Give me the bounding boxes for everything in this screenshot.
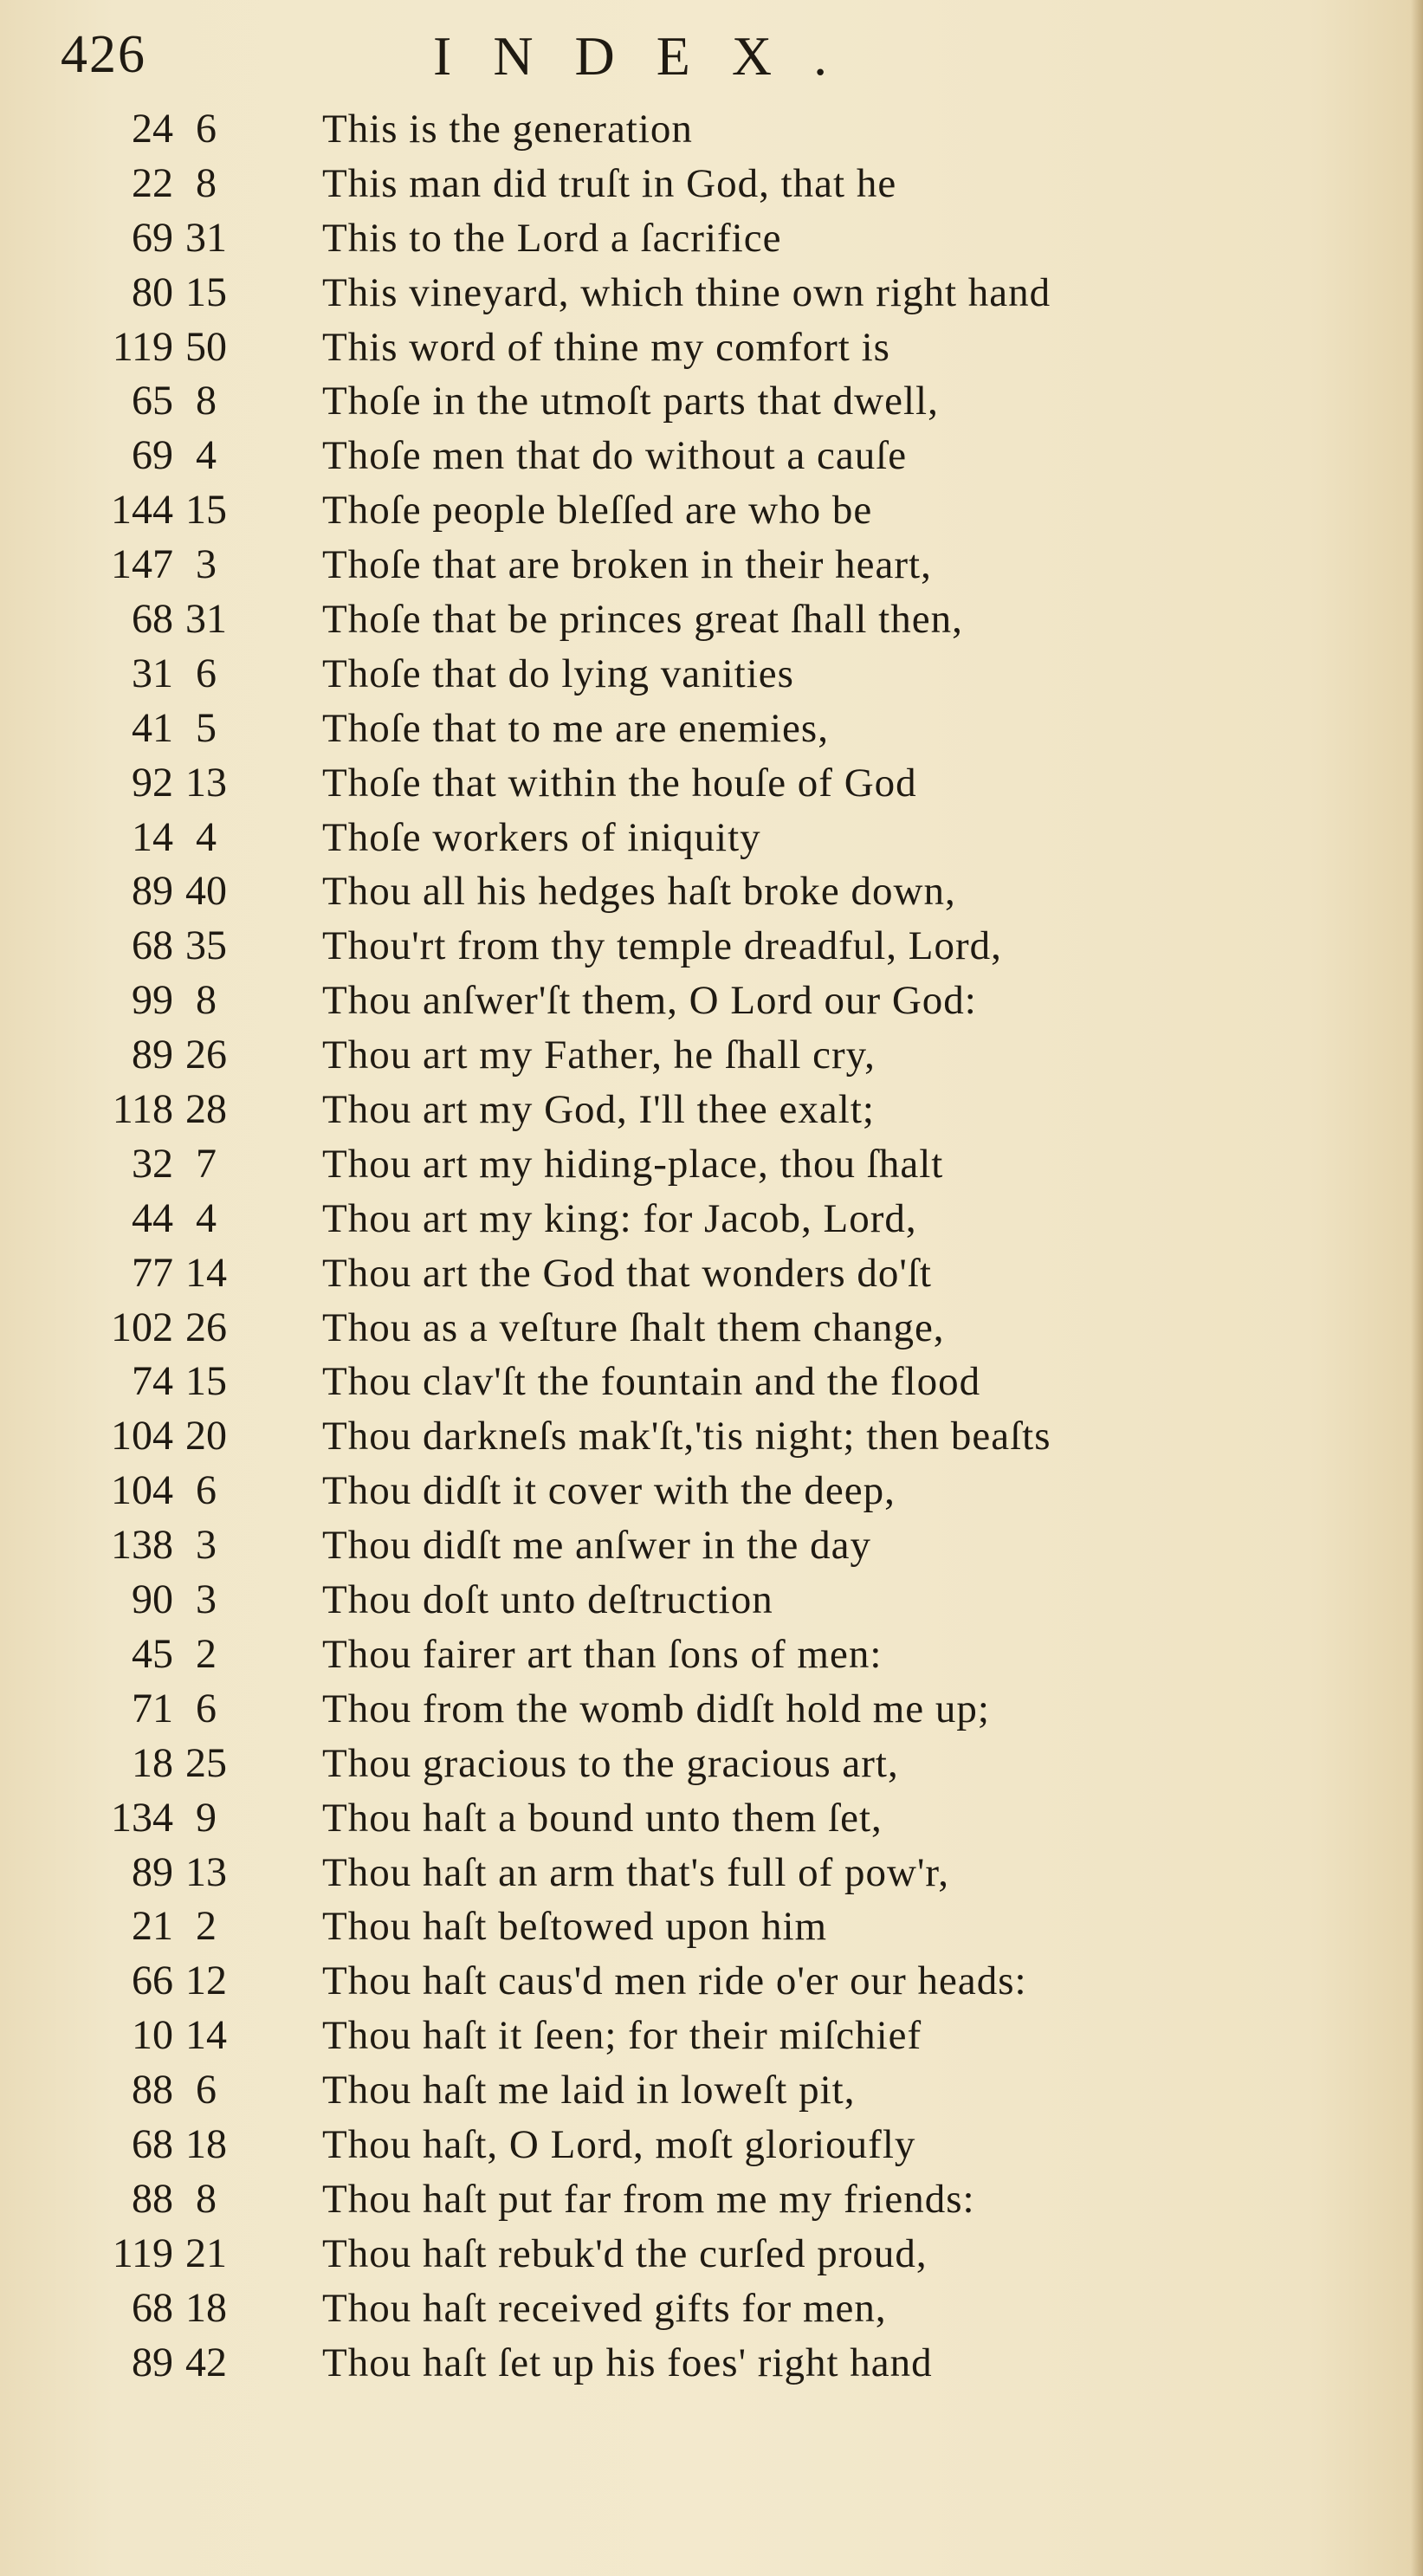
psalm-number: 118 [112, 1086, 173, 1133]
verse-number: 13 [185, 1848, 227, 1895]
verse-number: 9 [196, 1794, 217, 1841]
first-line-text: Thou haſt me laid in loweſt pit, [322, 2068, 856, 2113]
index-entry [0, 1083, 1423, 1137]
psalm-number: 32 [132, 1140, 173, 1187]
index-entry [0, 647, 1423, 702]
psalm-number: 89 [132, 1032, 173, 1078]
first-line-text: Thou darkneſs mak'ſt,'tis night; then beaſts [322, 1414, 1051, 1460]
verse-number: 4 [196, 813, 217, 860]
psalm-number: 31 [132, 650, 173, 696]
index-entry [0, 1682, 1423, 1737]
psalm-number: 68 [132, 2120, 173, 2167]
first-line-text: Thou from the womb didſt hold me up; [322, 1686, 990, 1731]
index-entry [0, 157, 1423, 211]
first-line-text: Thou haſt a bound unto them ſet, [322, 1795, 883, 1841]
index-entry [0, 919, 1423, 974]
verse-number: 26 [185, 1032, 227, 1078]
index-entry [0, 429, 1423, 483]
index-entry [0, 211, 1423, 266]
index-entry [0, 864, 1423, 919]
psalm-number: 80 [132, 269, 173, 315]
index-entry [0, 1409, 1423, 1464]
verse-number: 15 [185, 269, 227, 315]
first-line-text: Thou as a veſture ſhalt them change, [322, 1304, 945, 1350]
index-entry [0, 483, 1423, 538]
index-entry [0, 2063, 1423, 2118]
psalm-number: 21 [132, 1903, 173, 1950]
index-entry [0, 1791, 1423, 1846]
index-entry [0, 374, 1423, 429]
psalm-number: 89 [132, 2339, 173, 2385]
verse-number: 12 [185, 1958, 227, 2004]
psalm-number: 44 [132, 1194, 173, 1241]
first-line-text: Thou didſt me anſwer in the day [322, 1523, 872, 1569]
psalm-number: 89 [132, 868, 173, 915]
first-line-text: Thoſe men that do without a cauſe [322, 433, 908, 479]
first-line-text: Thou art my hiding-place, thou ſhalt [322, 1141, 944, 1187]
psalm-number: 104 [111, 1467, 173, 1514]
verse-number: 7 [196, 1140, 217, 1187]
psalm-number: 68 [132, 2284, 173, 2331]
index-entry [0, 1628, 1423, 1682]
verse-number: 31 [185, 214, 227, 261]
index-entry [0, 1573, 1423, 1628]
first-line-text: Thoſe that be princes great ſhall then, [322, 597, 963, 643]
page-number: 426 [61, 25, 146, 84]
psalm-number: 102 [111, 1304, 173, 1350]
first-line-text: Thou haſt an arm that's full of pow'r, [322, 1849, 949, 1895]
index-entry [0, 2282, 1423, 2336]
psalm-number: 138 [111, 1522, 173, 1569]
index-entry [0, 1464, 1423, 1518]
verse-number: 6 [196, 106, 217, 152]
index-entry [0, 1028, 1423, 1083]
index-entry [0, 1355, 1423, 1409]
psalm-number: 24 [132, 106, 173, 152]
first-line-text: This word of thine my comfort is [322, 324, 890, 370]
verse-number: 21 [185, 2230, 227, 2276]
verse-number: 14 [185, 2012, 227, 2059]
first-line-text: Thou haſt received gifts for men, [322, 2285, 887, 2331]
first-line-text: Thoſe workers of iniquity [322, 814, 761, 860]
index-entry [0, 811, 1423, 865]
index-entry [0, 2172, 1423, 2227]
index-entry [0, 1518, 1423, 1573]
index-entry [0, 102, 1423, 157]
index-entry [0, 1737, 1423, 1791]
first-line-text: Thou doſt unto deſtruction [322, 1577, 773, 1623]
verse-number: 3 [196, 541, 217, 588]
first-line-text: Thou clav'ſt the fountain and the flood [322, 1359, 981, 1405]
first-line-text: Thou haſt beſtowed upon him [322, 1904, 828, 1950]
psalm-number: 69 [132, 432, 173, 479]
index-entry [0, 1846, 1423, 1900]
psalm-number: 77 [132, 1249, 173, 1296]
index-entry [0, 702, 1423, 756]
verse-number: 18 [185, 2120, 227, 2167]
verse-number: 8 [196, 378, 217, 424]
first-line-text: This is the generation [322, 107, 693, 152]
page-header [61, 24, 1360, 94]
first-line-text: This man did truſt in God, that he [322, 160, 897, 206]
psalm-number: 147 [111, 541, 173, 588]
psalm-number: 92 [132, 759, 173, 806]
verse-number: 28 [185, 1086, 227, 1133]
page-spine-shadow [1411, 0, 1423, 2576]
index-entry [0, 538, 1423, 592]
psalm-number: 71 [132, 1685, 173, 1731]
psalm-number: 14 [132, 813, 173, 860]
index-entry [0, 1137, 1423, 1192]
first-line-text: Thou haſt, O Lord, moſt glorioufly [322, 2121, 916, 2167]
psalm-number: 74 [132, 1358, 173, 1405]
verse-number: 50 [185, 323, 227, 370]
verse-number: 8 [196, 977, 217, 1024]
first-line-text: Thoſe people bleſſed are who be [322, 488, 873, 534]
first-line-text: Thou art my Father, he ſhall cry, [322, 1032, 876, 1078]
verse-number: 4 [196, 432, 217, 479]
verse-number: 18 [185, 2284, 227, 2331]
verse-number: 4 [196, 1194, 217, 1241]
index-list [0, 102, 1423, 2390]
index-entry [0, 1301, 1423, 1356]
psalm-number: 99 [132, 977, 173, 1024]
verse-number: 35 [185, 922, 227, 969]
psalm-number: 45 [132, 1630, 173, 1677]
first-line-text: Thou anſwer'ſt them, O Lord our God: [322, 978, 977, 1024]
psalm-number: 104 [111, 1413, 173, 1460]
running-title: INDEX. [433, 25, 870, 87]
verse-number: 6 [196, 2067, 217, 2113]
verse-number: 6 [196, 1685, 217, 1731]
index-entry [0, 2009, 1423, 2063]
first-line-text: Thou haſt rebuk'd the curſed proud, [322, 2230, 928, 2276]
first-line-text: Thou art the God that wonders do'ſt [322, 1250, 932, 1296]
first-line-text: Thou haſt caus'd men ride o'er our heads: [322, 1958, 1027, 2004]
first-line-text: Thou didſt it cover with the deep, [322, 1468, 896, 1514]
verse-number: 3 [196, 1576, 217, 1623]
psalm-number: 90 [132, 1576, 173, 1623]
index-entry [0, 1246, 1423, 1301]
first-line-text: Thou art my king: for Jacob, Lord, [322, 1195, 917, 1241]
index-entry [0, 974, 1423, 1028]
index-entry [0, 2118, 1423, 2172]
first-line-text: This to the Lord a ſacrifice [322, 215, 782, 261]
index-entry [0, 266, 1423, 320]
first-line-text: Thou fairer art than ſons of men: [322, 1631, 883, 1677]
first-line-text: Thou haſt it ſeen; for their miſchief [322, 2013, 922, 2059]
psalm-number: 10 [132, 2012, 173, 2059]
verse-number: 15 [185, 1358, 227, 1405]
psalm-number: 68 [132, 922, 173, 969]
first-line-text: Thou'rt from thy temple dreadful, Lord, [322, 923, 1002, 969]
psalm-number: 119 [112, 323, 173, 370]
index-entry [0, 592, 1423, 647]
first-line-text: Thoſe that are broken in their heart, [322, 542, 932, 588]
verse-number: 8 [196, 159, 217, 206]
psalm-number: 22 [132, 159, 173, 206]
verse-number: 6 [196, 650, 217, 696]
psalm-number: 144 [111, 487, 173, 534]
verse-number: 42 [185, 2339, 227, 2385]
psalm-number: 88 [132, 2175, 173, 2222]
verse-number: 13 [185, 759, 227, 806]
psalm-number: 134 [111, 1794, 173, 1841]
verse-number: 6 [196, 1467, 217, 1514]
verse-number: 8 [196, 2175, 217, 2222]
verse-number: 40 [185, 868, 227, 915]
index-entry [0, 1954, 1423, 2009]
first-line-text: Thou haſt ſet up his foes' right hand [322, 2340, 933, 2385]
first-line-text: Thoſe that do lying vanities [322, 650, 794, 696]
verse-number: 2 [196, 1630, 217, 1677]
verse-number: 25 [185, 1739, 227, 1786]
psalm-number: 18 [132, 1739, 173, 1786]
psalm-number: 119 [112, 2230, 173, 2276]
psalm-number: 65 [132, 378, 173, 424]
psalm-number: 88 [132, 2067, 173, 2113]
verse-number: 5 [196, 704, 217, 751]
verse-number: 26 [185, 1304, 227, 1350]
psalm-number: 69 [132, 214, 173, 261]
index-entry [0, 2227, 1423, 2282]
index-entry [0, 756, 1423, 811]
first-line-text: Thou haſt put far from me my friends: [322, 2176, 975, 2222]
verse-number: 14 [185, 1249, 227, 1296]
first-line-text: Thou art my God, I'll thee exalt; [322, 1087, 875, 1133]
first-line-text: Thou gracious to the gracious art, [322, 1740, 899, 1786]
psalm-number: 89 [132, 1848, 173, 1895]
psalm-number: 66 [132, 1958, 173, 2004]
psalm-number: 41 [132, 704, 173, 751]
first-line-text: Thou all his hedges haſt broke down, [322, 869, 956, 915]
verse-number: 20 [185, 1413, 227, 1460]
first-line-text: Thoſe in the utmoſt parts that dwell, [322, 379, 939, 424]
index-entry [0, 1192, 1423, 1246]
verse-number: 3 [196, 1522, 217, 1569]
verse-number: 15 [185, 487, 227, 534]
index-entry [0, 1900, 1423, 1954]
verse-number: 31 [185, 596, 227, 643]
verse-number: 2 [196, 1903, 217, 1950]
psalm-number: 68 [132, 596, 173, 643]
first-line-text: Thoſe that to me are enemies, [322, 705, 829, 751]
first-line-text: This vineyard, which thine own right hand [322, 269, 1051, 315]
first-line-text: Thoſe that within the houſe of God [322, 760, 917, 806]
index-entry [0, 2336, 1423, 2391]
index-entry [0, 320, 1423, 375]
